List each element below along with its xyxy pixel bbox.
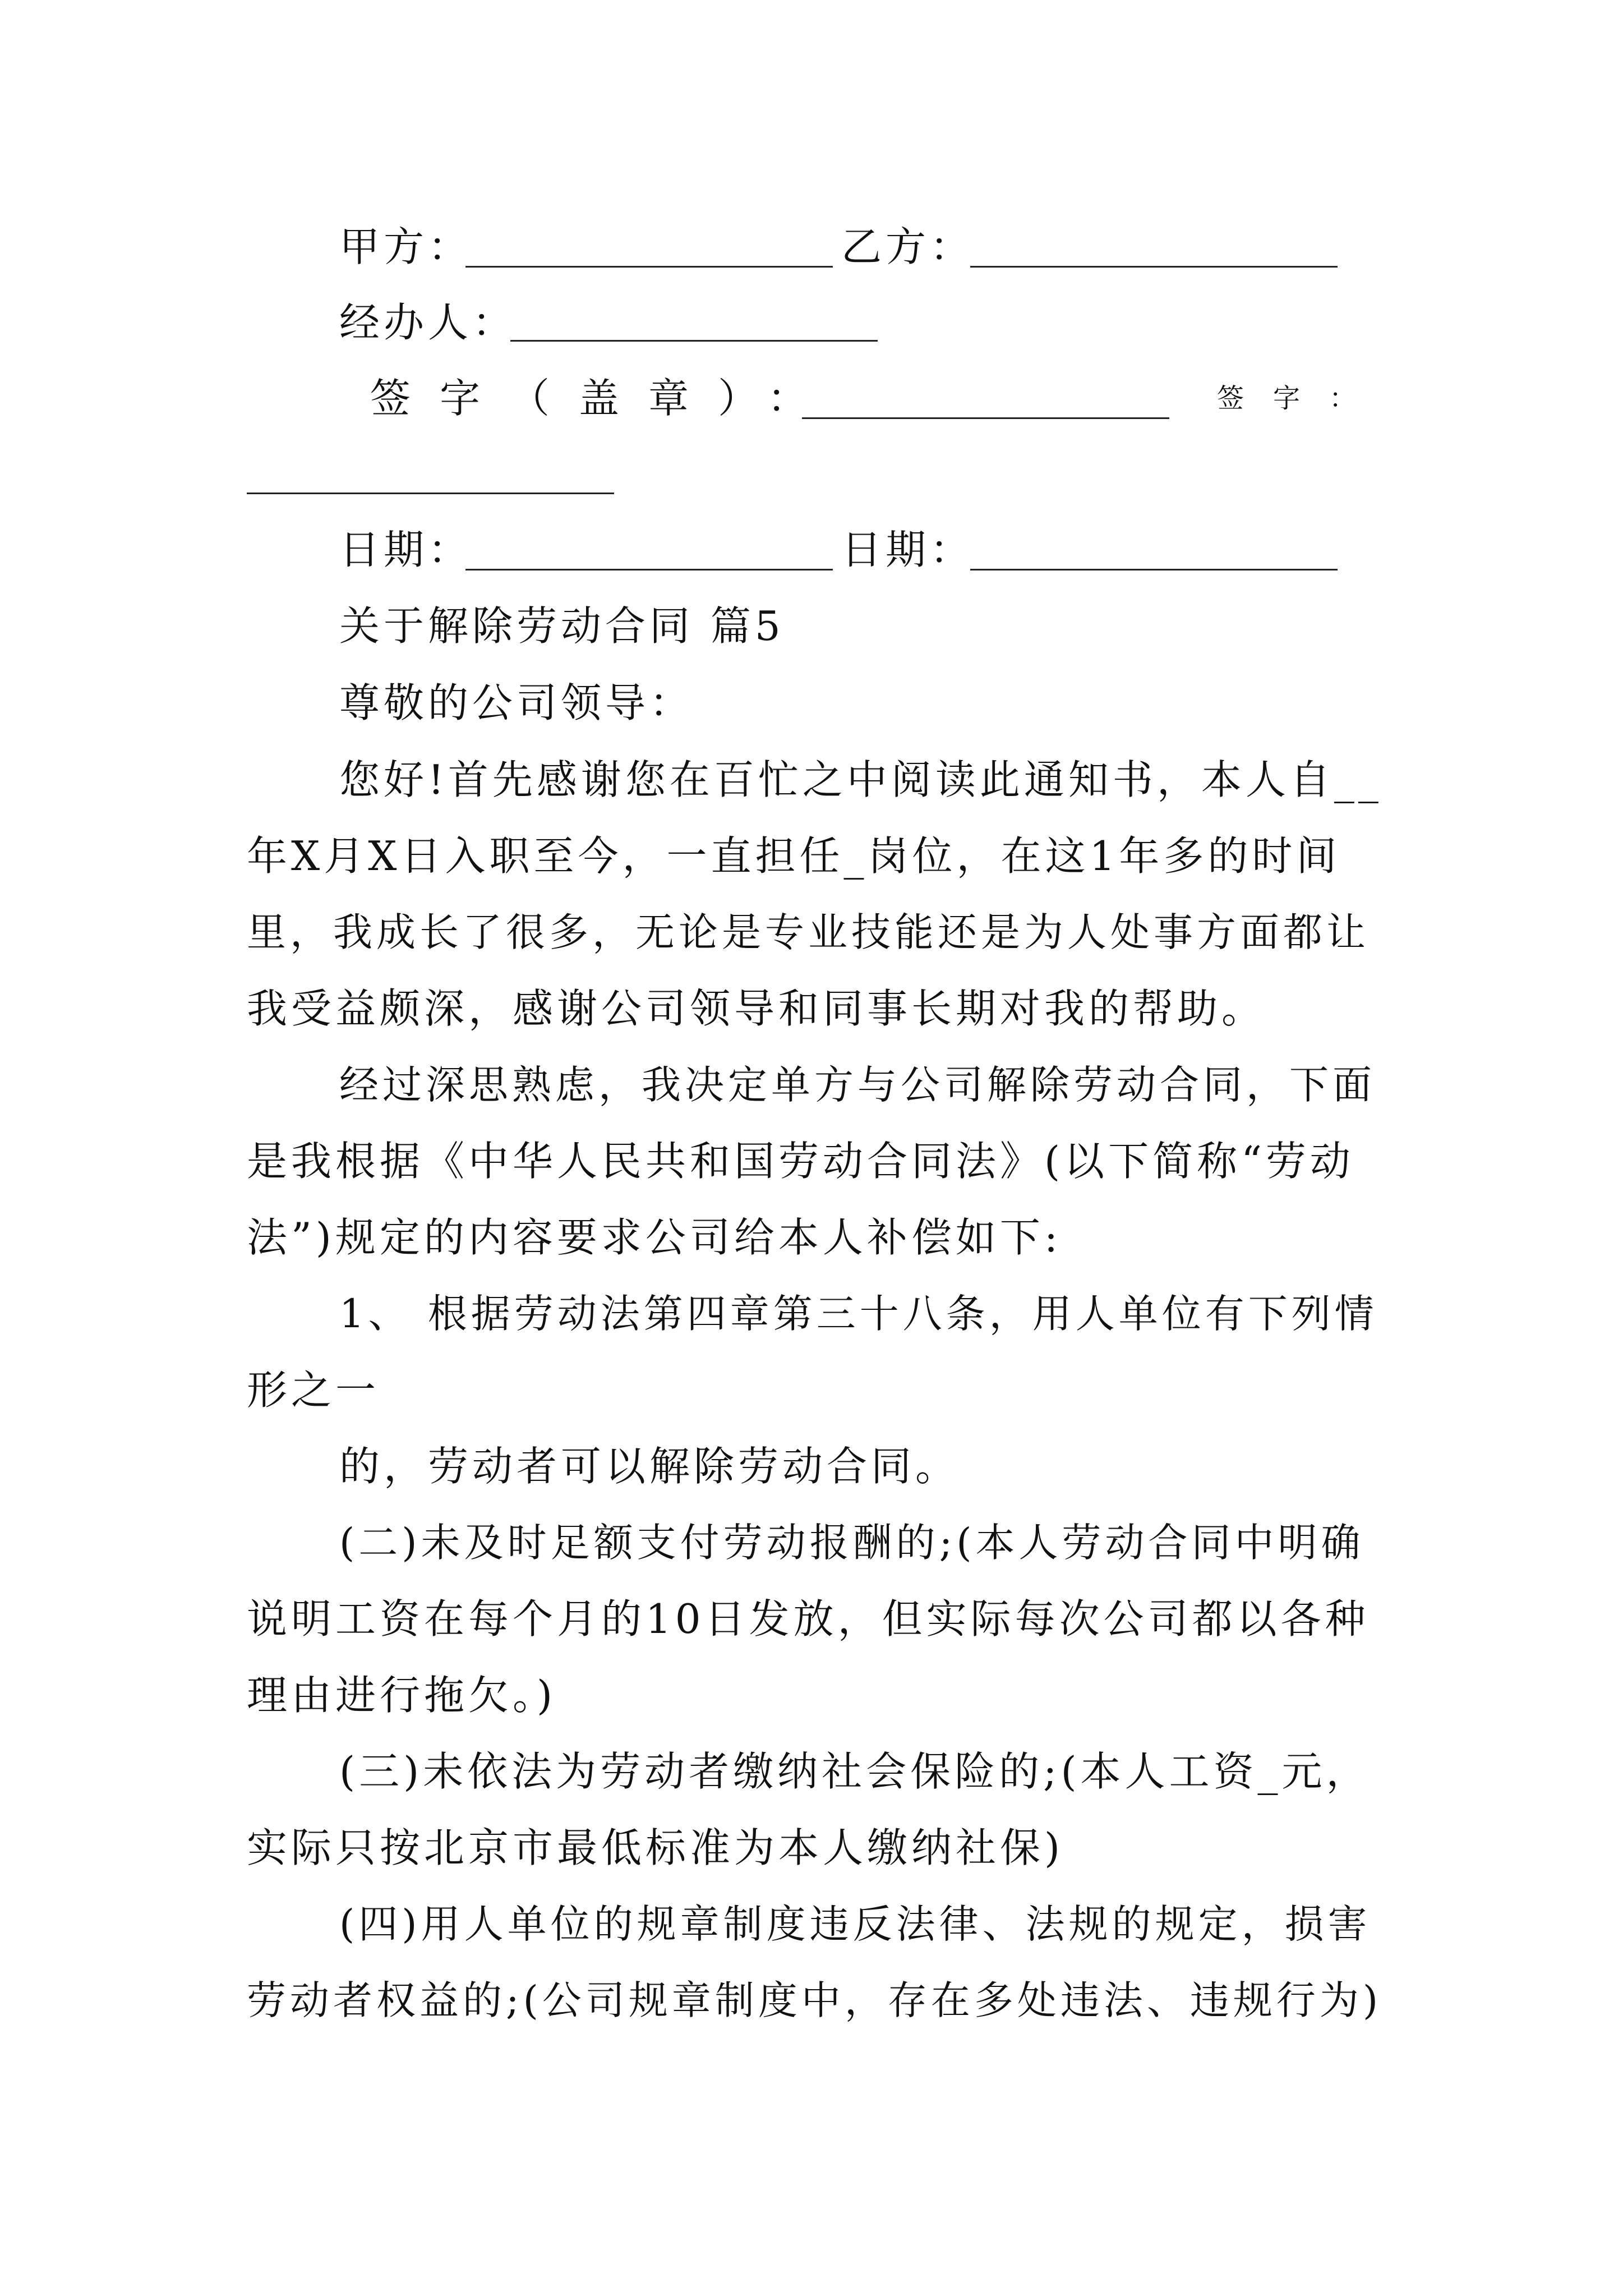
date-b-blank	[970, 569, 1338, 570]
party-a-blank	[465, 266, 833, 268]
date-b-label: 日期：	[841, 526, 975, 573]
item-3-line-2: 实际只按北京市最低标准为本人缴纳社保)	[247, 1824, 1064, 1871]
paragraph-2-line-2: 是我根据《中华人民共和国劳动合同法》(以下简称“劳动	[247, 1138, 1354, 1185]
sign-seal-label: 签字（盖章）：	[370, 375, 837, 422]
item-4-line-1: (四)用人单位的规章制度违反法律、法规的规定，损害	[339, 1901, 1371, 1947]
item-2-line-3: 理由进行拖欠。)	[247, 1672, 557, 1719]
paragraph-2-line-1: 经过深思熟虑，我决定单方与公司解除劳动合同，下面	[339, 1062, 1376, 1108]
section-title: 关于解除劳动合同 篇5	[339, 602, 785, 650]
paragraph-1-line-1: 您好!首先感谢您在百忙之中阅读此通知书，本人自__	[339, 756, 1382, 803]
party-b-blank	[970, 266, 1338, 268]
item-3-line-1: (三)未依法为劳动者缴纳社会保险的;(本人工资_元，	[339, 1748, 1371, 1795]
date-a-blank	[465, 569, 833, 570]
party-a-label: 甲方：	[339, 223, 473, 270]
item-1-line-1: 1、 根据劳动法第四章第三十八条，用人单位有下列情	[339, 1291, 1378, 1337]
sign-seal-blank	[802, 417, 1169, 419]
paragraph-1-line-3: 里，我成长了很多，无论是专业技能还是为人处事方面都让	[247, 909, 1370, 955]
sign-label: 签字：	[1217, 383, 1386, 414]
paragraph-1-line-4: 我受益颇深，感谢公司领导和同事长期对我的帮助。	[247, 985, 1266, 1032]
item-1-line-2: 形之一	[247, 1366, 380, 1414]
paragraph-1-line-2: 年X月X日入职至今，一直担任_岗位，在这1年多的时间	[247, 832, 1341, 880]
sign-blank	[247, 493, 614, 494]
item-1-continuation: 的，劳动者可以解除劳动合同。	[339, 1443, 960, 1490]
item-4-line-2: 劳动者权益的;(公司规章制度中，存在多处违法、违规行为)	[247, 1977, 1382, 2023]
item-2-line-2: 说明工资在每个月的10日发放，但实际每次公司都以各种	[247, 1595, 1370, 1642]
date-a-label: 日期：	[339, 526, 473, 573]
agent-blank	[510, 340, 878, 342]
item-2-line-1: (二)未及时足额支付劳动报酬的;(本人劳动合同中明确	[339, 1520, 1364, 1566]
party-b-label: 乙方：	[841, 223, 975, 270]
salutation: 尊敬的公司领导：	[339, 679, 694, 726]
paragraph-2-line-3: 法”)规定的内容要求公司给本人补偿如下:	[247, 1214, 1062, 1261]
agent-label: 经办人：	[339, 299, 517, 346]
